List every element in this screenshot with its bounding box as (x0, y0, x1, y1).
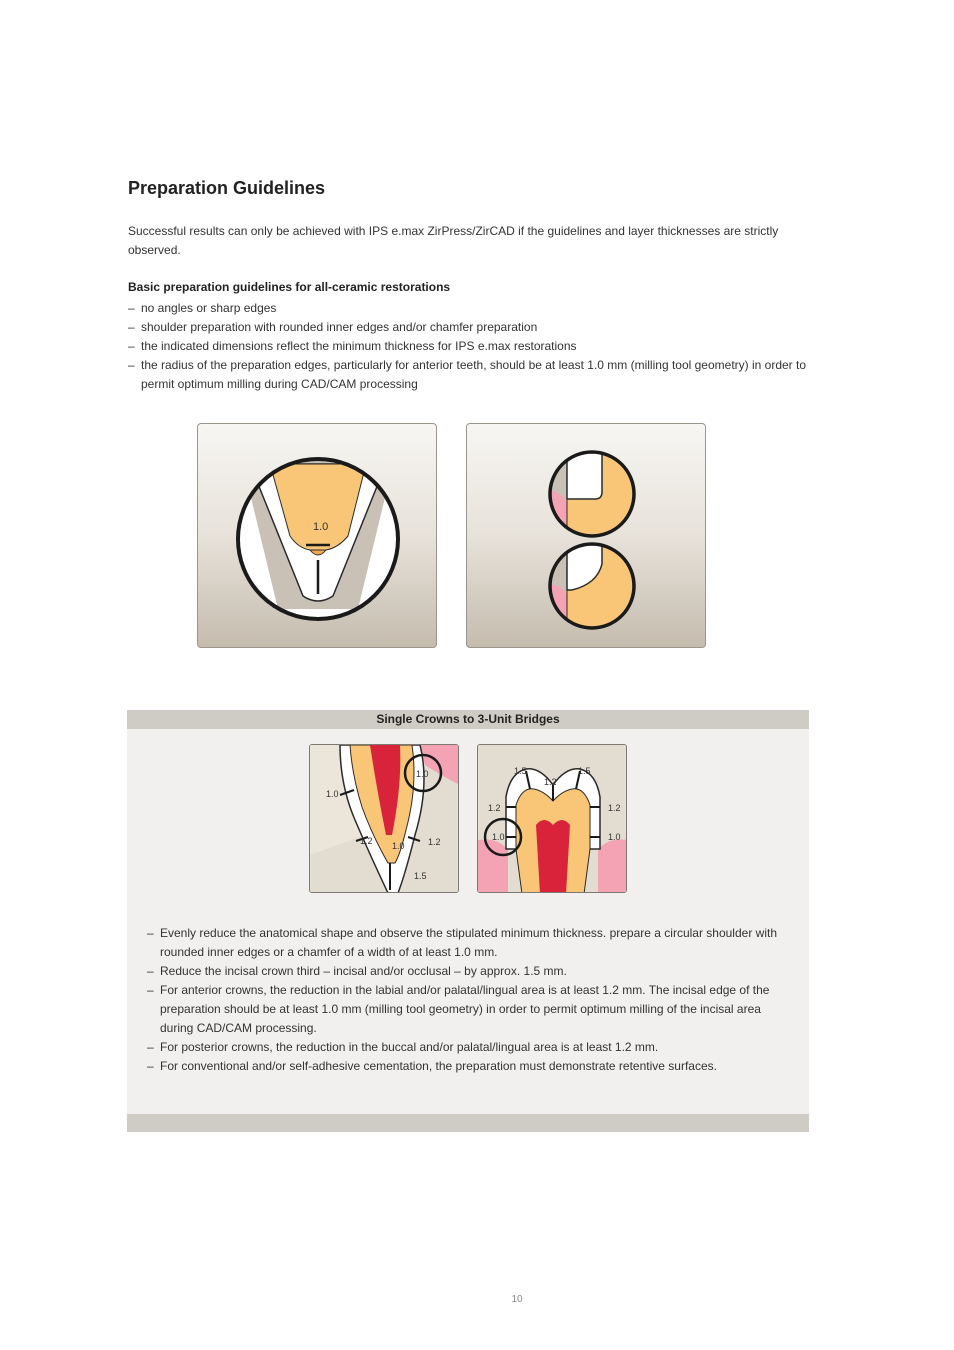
dimension-label: 1.0 (608, 832, 621, 842)
dimension-label: 1.0 (492, 832, 505, 842)
dimension-label: 1.5 (578, 766, 591, 776)
list-item: – Evenly reduce the anatomical shape and observe the stipulated minimum thickness. prepare a circular shoulder with rounded inner edges or a chamfer of a width of at least 1.0 mm. (147, 924, 787, 962)
dimension-label: 1.2 (488, 803, 501, 813)
dimension-label: 1.0 (326, 789, 339, 799)
shoulder-chamfer-illustration (467, 424, 706, 648)
list-item: – For anterior crowns, the reduction in the labial and/or palatal/lingual area is at least 1.2 mm. The incisal edge of the preparation should be at least 1.0 mm (milling tool geometry) in order to permit optimum milling of the incisal area during CAD/CAM processing. (147, 981, 787, 1038)
section-header: Single Crowns to 3-Unit Bridges (127, 710, 809, 729)
shoulder-chamfer-figure (466, 423, 706, 648)
dimension-label: 1.5 (514, 766, 527, 776)
anterior-crown-illustration (310, 745, 459, 893)
basic-guidelines-heading: Basic preparation guidelines for all-ceramic restorations (128, 280, 451, 294)
list-item: – For posterior crowns, the reduction in the buccal and/or palatal/lingual area is at least 1.2 mm. (147, 1038, 787, 1057)
radius-label: 1.0 (313, 521, 329, 533)
list-item: – For conventional and/or self-adhesive cementation, the preparation must demonstrate retentive surfaces. (147, 1057, 787, 1076)
list-item: – the radius of the preparation edges, particularly for anterior teeth, should be at least 1.0 mm (milling tool geometry) in order to permit optimum milling during CAD/CAM processing (128, 356, 818, 394)
crown-guidelines-list (147, 924, 787, 1076)
posterior-crown-illustration (478, 745, 627, 893)
anterior-crown-image (309, 744, 459, 893)
dimension-label: 1.0 (416, 769, 429, 779)
dimension-label: 1.2 (608, 803, 621, 813)
preparation-radius-figure (197, 423, 437, 648)
page-title: Preparation Guidelines (128, 178, 326, 198)
dimension-label: 1.2 (360, 836, 373, 846)
dimension-label: 1.0 (392, 841, 405, 851)
posterior-crown-image (477, 744, 627, 893)
intro-paragraph: Successful results can only be achieved with IPS e.max ZirPress/ZirCAD if the guidelines and layer thicknesses are strictly observed. (128, 224, 779, 257)
preparation-radius-illustration (198, 424, 437, 648)
list-item: – no angles or sharp edges (128, 299, 818, 318)
page-number: 10 (511, 1294, 523, 1305)
dimension-label: 1.5 (414, 871, 427, 881)
basic-guidelines-list (128, 299, 818, 394)
dimension-label: 1.2 (428, 837, 441, 847)
list-item: – Reduce the incisal crown third – incisal and/or occlusal – by approx. 1.5 mm. (147, 962, 787, 981)
section-footer (127, 1114, 809, 1132)
list-item: – the indicated dimensions reflect the minimum thickness for IPS e.max restorations (128, 337, 818, 356)
list-item: – shoulder preparation with rounded inner edges and/or chamfer preparation (128, 318, 818, 337)
dimension-label: 1.2 (544, 777, 557, 787)
